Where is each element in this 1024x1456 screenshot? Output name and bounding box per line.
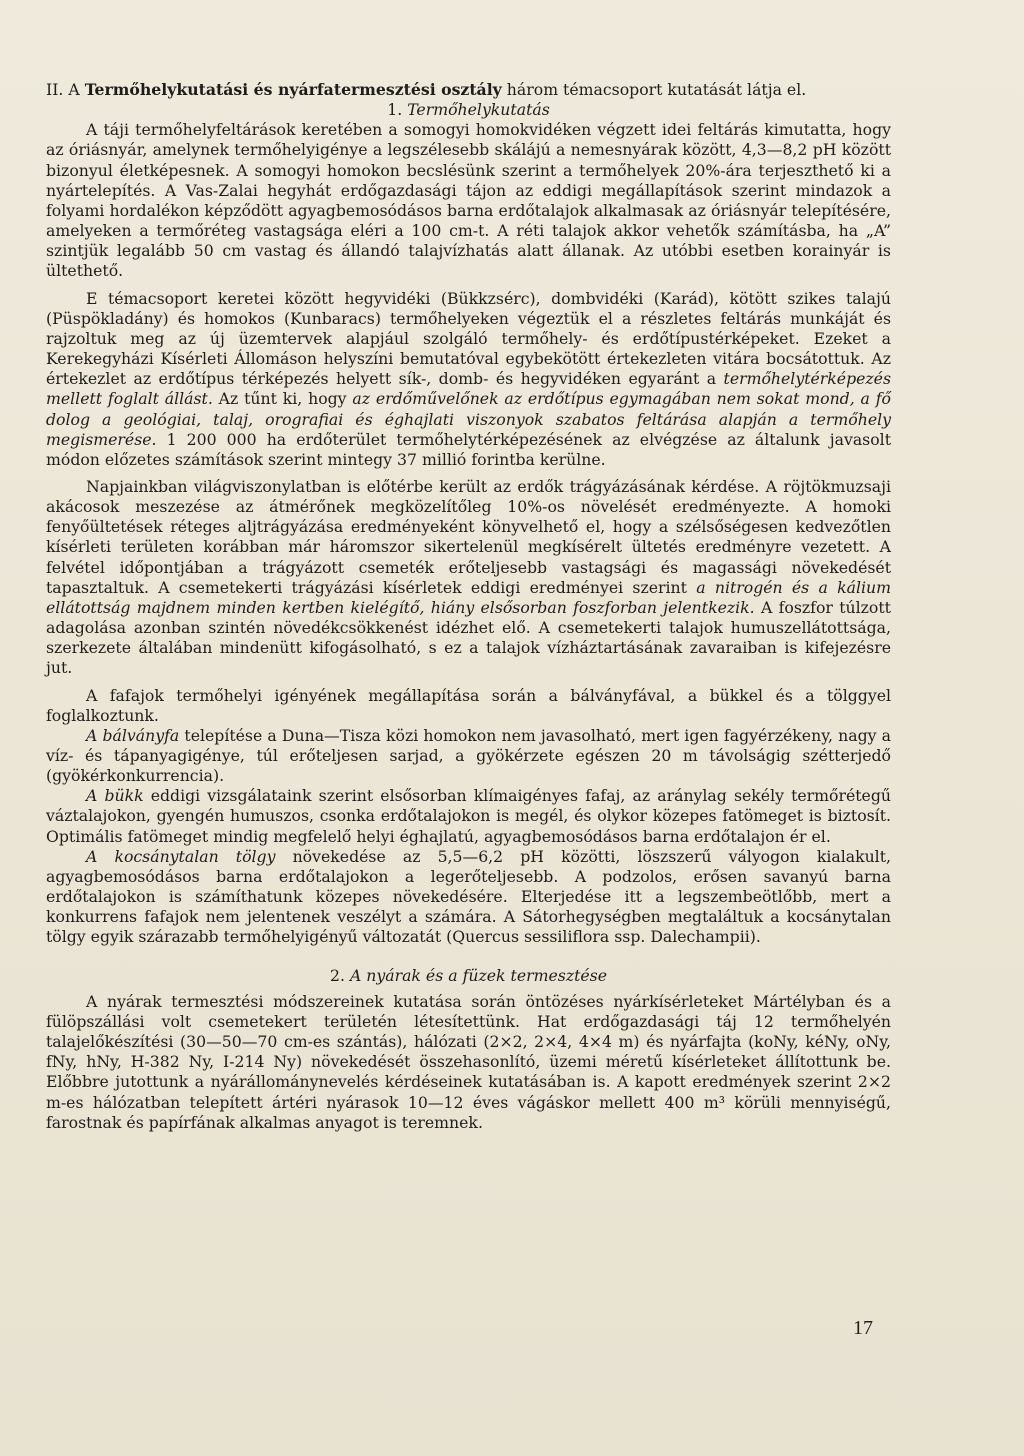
section-number: 2.	[329, 965, 350, 985]
paragraph-6	[46, 786, 891, 846]
species-name: A kocsánytalan tölgy	[86, 846, 276, 866]
section-heading-1	[46, 100, 891, 120]
paragraph-4: A fafajok termőhelyi igényének megállapítása során a bálványfával, a bükkel és a tölggyel foglalkoztunk.	[46, 685, 891, 725]
paragraph-2	[46, 289, 891, 470]
paragraph-8: A nyárak termesztési módszereinek kutatása során öntözéses nyárkísérleteket Mártélyban és a fülöpszállási volt csemetekert területén létesítettünk. Hat erdőgazdasági táj 12 termőhelyén talajelőkészítési (30—50—70 cm-es szántás), hálózati (2×2, 2×4, 4×4 m) és nyárfajta (koNy, kéNy, oNy, fNy, hNy, H-382 Ny, I-214 Ny) növekedését összehasonlító, üzemi méretű kísérleteket állítottunk be. Előbbre jutottunk a nyárállománynevelés kérdéseinek kutatásában is. A kapott eredmények szerint 2×2 m-es hálózatban telepített ártéri nyárasok 10—12 éves vágáskor mellett 400 m³ körüli mennyiségű, farostnak és papírfának alkalmas anyagot is teremnek.	[46, 991, 891, 1132]
paragraph-7	[46, 847, 891, 948]
paragraph-7-text: növekedése az 5,5—6,2 pH közötti, löszszerű vályogon kialakult, agyagbemosódásos barna erdőtalajokon a legerőteljesebb. A podzolos, erősen savanyú barna erdőtalajokon is számíthatunk közepes növekedésére. Elterjedése itt a legszembeötlőbb, mert a konkurrens fafajok nem jelentenek veszélyt a számára. A Sátorhegységben megtaláltuk a kocsánytalan tölgy egyik szárazabb termőhelyigényű változatát (Quercus sessiliflora ssp. Dalechampii).	[46, 846, 891, 947]
intro-text-start: II. A	[46, 80, 85, 99]
paragraph-3-text: A foszfor túlzott adagolása azonban szintén növedékcsökkenést idézhet elő. A csemetekerti talajok humuszellátottsága, szerkezete általában mindenütt kifogásolható, s ez a talajok vízháztartásának zavaraiban is kifejezésre jut.	[46, 597, 891, 678]
paragraph-6-text: eddigi vizsgálataink szerint elsősorban klímaigényes fafaj, az aránylag sekély termőrétegű váztalajokon, gyengén humuszos, csonka erdőtalajokon is megél, és olykor közepes fatömeget is biztosít. Optimális fatömeget mindig megfelelő helyi éghajlatú, agyagbemosódásos barna erdőtalajon ér el.	[46, 786, 891, 846]
section-title: Termőhelykutatás	[407, 100, 550, 120]
paragraph-3-emphasis: a nitrogén és a kálium ellátottság majdnem minden kertben kielégítő, hiány elsősorban foszforban jelentkezik.	[46, 577, 891, 617]
section-title: A nyárak és a füzek termesztése	[349, 965, 608, 985]
paragraph-5	[46, 726, 891, 786]
paragraph-2-emphasis: termőhelytérképezés mellett foglalt állást.	[46, 369, 891, 409]
paragraph-2-text: E témacsoport keretei között hegyvidéki (Bükkzsérc), dombvidéki (Karád), kötött szikes talajú (Püspökladány) és homokos (Kunbaracs) termőhelyeken végeztük el a részletes feltárás munkáját és rajzoltuk meg az új üzemtervek alapjául szolgáló termőhely- és erdőtípustérképeket. Ezeket a Kerekegyházi Kísérleti Állomáson helyszíni bemutatóval egybekötött értekezleten vitára bocsátottuk. Az értekezlet az erdőtípus térképezés helyett sík-, domb- és hegyvidéken egyaránt a	[46, 288, 891, 389]
section-heading-2	[46, 966, 891, 986]
paragraph-1: A táji termőhelyfeltárások keretében a somogyi homokvidéken végzett idei feltárás kimutatta, hogy az óriásnyár, amelynek termőhelyigénye a legszélesebb skálájú a nemesnyárak között, 4,3—8,2 pH között bizonyul életképesnek. A somogyi homokon becslésünk szerint a termőhelyek 20%-ára terjeszthető ki a nyártelepítés. A Vas-Zalai hegyhát erdőgazdasági tájon az eddigi megállapítások szerint mindazok a folyami hordalékon képződött agyagbemosódásos barna erdőtalajok alkalmasak az óriásnyár telepítésére, amelyeken a termőréteg vastagsága eléri a 100 cm-t. A réti talajok akkor vehetők számításba, ha „A” szintjük legalább 50 cm vastag és állandó talajvízhatás alatt állanak. Az utóbbi esetben korainyár is ültethető.	[46, 120, 891, 281]
department-name: Termőhelykutatási és nyárfatermesztési osztály	[84, 80, 502, 99]
paragraph-5-text: telepítése a Duna—Tisza közi homokon nem javasolható, mert igen fagyérzékeny, nagy a víz- és tápanyagigénye, túl erőteljesen sarjad, a gyökérzete egészen 20 m távolságig szétterjedő (gyökérkonkurrencia).	[46, 725, 891, 786]
species-name: A bálványfa	[86, 725, 180, 745]
page-number: 17	[853, 1317, 873, 1339]
paragraph-3-text: Napjainkban világviszonylatban is előtérbe került az erdők trágyázásának kérdése. A röjtökmuzsaji akácosok meszezése az átmérőnek megközelítőleg 10%-os növelését eredményezte. A homoki fenyőültetések réteges aljtrágyázása eredményeként könyvelhető el, hogy a szélsőségesen kedvezőtlen kísérleti területen korábban már háromszor sikertelenül megkísérelt ültetés eredményre vezetett. A felvétel időpontjában a trágyázott csemeték erőteljesebb vastagsági és magassági növekedését tapasztaltuk. A csemetekerti trágyázási kísérletek eddigi eredményei szerint	[46, 476, 891, 597]
paragraph-2-text: 1 200 000 ha erdőterület termőhelytérképezésének az elvégzése az általunk javasolt módon előzetes számítások szerint mintegy 37 millió forintba kerülne.	[46, 429, 891, 469]
paragraph-2-emphasis: az erdőművelőnek az erdőtípus egymagában nem sokat mond, a fő dolog a geológiai, talaj, orografiai és éghajlati viszonyok szabatos feltárása alapján a termőhely megismerése.	[46, 389, 891, 449]
section-number: 1.	[387, 100, 408, 120]
intro-text-end: három témacsoport kutatását látja el.	[501, 80, 807, 99]
text-column	[46, 80, 891, 1133]
species-name: A bükk	[86, 786, 144, 806]
paragraph-3	[46, 477, 891, 679]
paragraph-2-text: Az tűnt ki, hogy	[212, 389, 353, 409]
intro-paragraph	[46, 80, 891, 100]
